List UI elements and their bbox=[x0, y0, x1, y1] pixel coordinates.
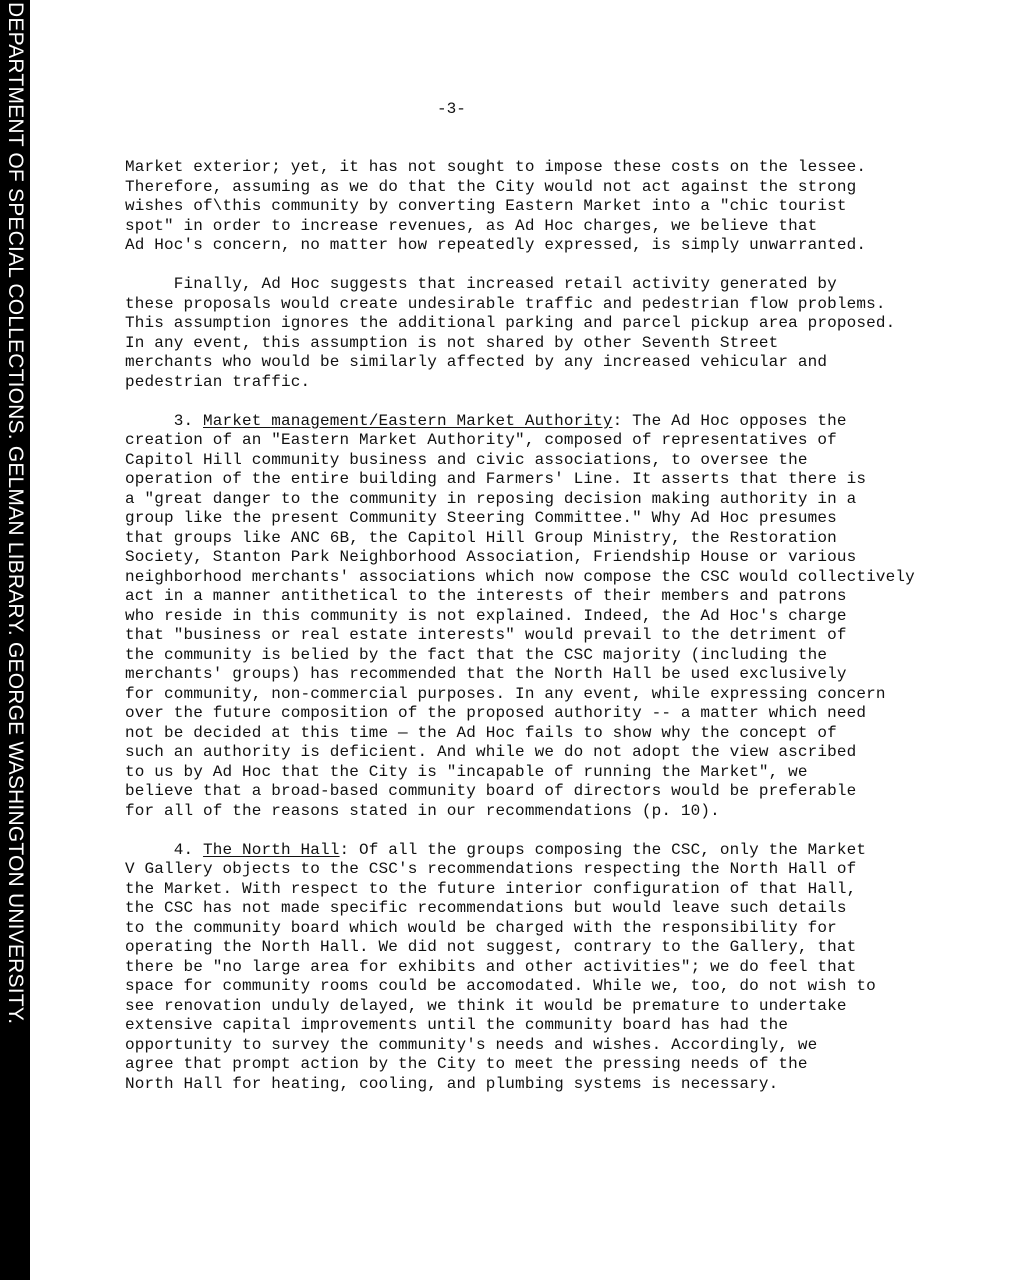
archive-sidebar bbox=[0, 0, 30, 1280]
item-number: 4. bbox=[125, 840, 204, 859]
archive-credit: DEPARTMENT OF SPECIAL COLLECTIONS. GELMAN LIBRARY. GEORGE WASHINGTON UNIVERSITY. bbox=[4, 2, 27, 1025]
text-line: to the community board which would be charged with the responsibility for bbox=[125, 918, 837, 937]
text-line: North Hall for heating, cooling, and plumbing systems is necessary. bbox=[125, 1074, 779, 1093]
text-line: for community, non-commercial purposes. In any event, while expressing concern bbox=[125, 684, 886, 703]
section-heading: The North Hall bbox=[203, 840, 340, 859]
text-line: opportunity to survey the community's needs and wishes. Accordingly, we bbox=[125, 1035, 818, 1054]
paragraph-spacer bbox=[125, 256, 915, 276]
text-line: a "great danger to the community in reposing decision making authority in a bbox=[125, 489, 857, 508]
text-line: who reside in this community is not explained. Indeed, the Ad Hoc's charge bbox=[125, 606, 847, 625]
text-line: for all of the reasons stated in our recommendations (p. 10). bbox=[125, 801, 720, 820]
text-line: Capitol Hill community business and civic associations, to oversee the bbox=[125, 450, 808, 469]
text-line: there be "no large area for exhibits and other activities"; we do feel that bbox=[125, 957, 857, 976]
text-line: operation of the entire building and Farmers' Line. It asserts that there is bbox=[125, 470, 867, 488]
text-line: extensive capital improvements until the community board has had the bbox=[125, 1016, 789, 1034]
text-line: over the future composition of the proposed authority -- a matter which need bbox=[125, 704, 867, 722]
text-line: group like the present Community Steering Committee." Why Ad Hoc presumes bbox=[125, 509, 837, 527]
page-number: -3- bbox=[437, 100, 466, 118]
text-line: spot" in order to increase revenues, as Ad Hoc charges, we believe that bbox=[125, 216, 818, 235]
text-line: operating the North Hall. We did not suggest, contrary to the Gallery, that bbox=[125, 938, 857, 956]
text-line: the CSC has not made specific recommendations but would leave such details bbox=[125, 899, 847, 917]
paragraph bbox=[125, 275, 915, 392]
text-line: Finally, Ad Hoc suggests that increased retail activity generated by bbox=[125, 275, 837, 293]
text-line bbox=[125, 841, 915, 861]
text-line: pedestrian traffic. bbox=[125, 372, 311, 391]
text-line: that groups like ANC 6B, the Capitol Hill Group Ministry, the Restoration bbox=[125, 528, 837, 547]
text-line: space for community rooms could be accomodated. While we, too, do not wish to bbox=[125, 977, 876, 995]
text-line: act in a manner antithetical to the interests of their members and patrons bbox=[125, 587, 847, 605]
text-line: merchants who would be similarly affected by any increased vehicular and bbox=[125, 353, 828, 371]
text-line: Society, Stanton Park Neighborhood Association, Friendship House or various bbox=[125, 548, 857, 566]
text-line: such an authority is deficient. And while we do not adopt the view ascribed bbox=[125, 743, 857, 761]
text-line: In any event, this assumption is not shared by other Seventh Street bbox=[125, 333, 779, 352]
text-line: to us by Ad Hoc that the City is "incapable of running the Market", we bbox=[125, 762, 808, 781]
paragraph-spacer bbox=[125, 821, 915, 841]
text-line: these proposals would create undesirable traffic and pedestrian flow problems. bbox=[125, 294, 886, 313]
text-line: creation of an "Eastern Market Authority", composed of representatives of bbox=[125, 431, 837, 449]
text-line: the Market. With respect to the future interior configuration of that Hall, bbox=[125, 879, 857, 898]
text-line: the community is belied by the fact that the CSC majority (including the bbox=[125, 645, 828, 664]
text-line: Therefore, assuming as we do that the City would not act against the strong bbox=[125, 177, 857, 196]
text-line: V Gallery objects to the CSC's recommendations respecting the North Hall of bbox=[125, 860, 857, 878]
text-line: neighborhood merchants' associations which now compose the CSC would collectively bbox=[125, 567, 915, 586]
text-line: agree that prompt action by the City to meet the pressing needs of the bbox=[125, 1055, 808, 1073]
text-line: merchants' groups) has recommended that the North Hall be used exclusively bbox=[125, 665, 847, 683]
text-line bbox=[125, 412, 915, 432]
text-line: not be decided at this time — the Ad Hoc fails to show why the concept of bbox=[125, 723, 837, 742]
text-line: Market exterior; yet, it has not sought to impose these costs on the lessee. bbox=[125, 158, 867, 176]
text-line: wishes of\this community by converting Eastern Market into a "chic tourist bbox=[125, 197, 847, 215]
paragraph-spacer bbox=[125, 392, 915, 412]
line-text: : The Ad Hoc opposes the bbox=[612, 411, 847, 430]
text-line: This assumption ignores the additional parking and parcel pickup area proposed. bbox=[125, 314, 896, 332]
text-line: that "business or real estate interests" would prevail to the detriment of bbox=[125, 626, 847, 644]
paragraph bbox=[125, 841, 915, 1095]
paragraph bbox=[125, 412, 915, 822]
text-line: see renovation unduly delayed, we think it would be premature to undertake bbox=[125, 996, 847, 1015]
item-number: 3. bbox=[125, 411, 204, 430]
document-body bbox=[125, 158, 915, 1094]
text-line: believe that a broad-based community board of directors would be preferable bbox=[125, 782, 857, 800]
line-text: : Of all the groups composing the CSC, only the Market bbox=[339, 840, 867, 859]
text-line: Ad Hoc's concern, no matter how repeatedly expressed, is simply unwarranted. bbox=[125, 236, 867, 254]
paragraph bbox=[125, 158, 915, 256]
section-heading: Market management/Eastern Market Authority bbox=[203, 411, 613, 430]
